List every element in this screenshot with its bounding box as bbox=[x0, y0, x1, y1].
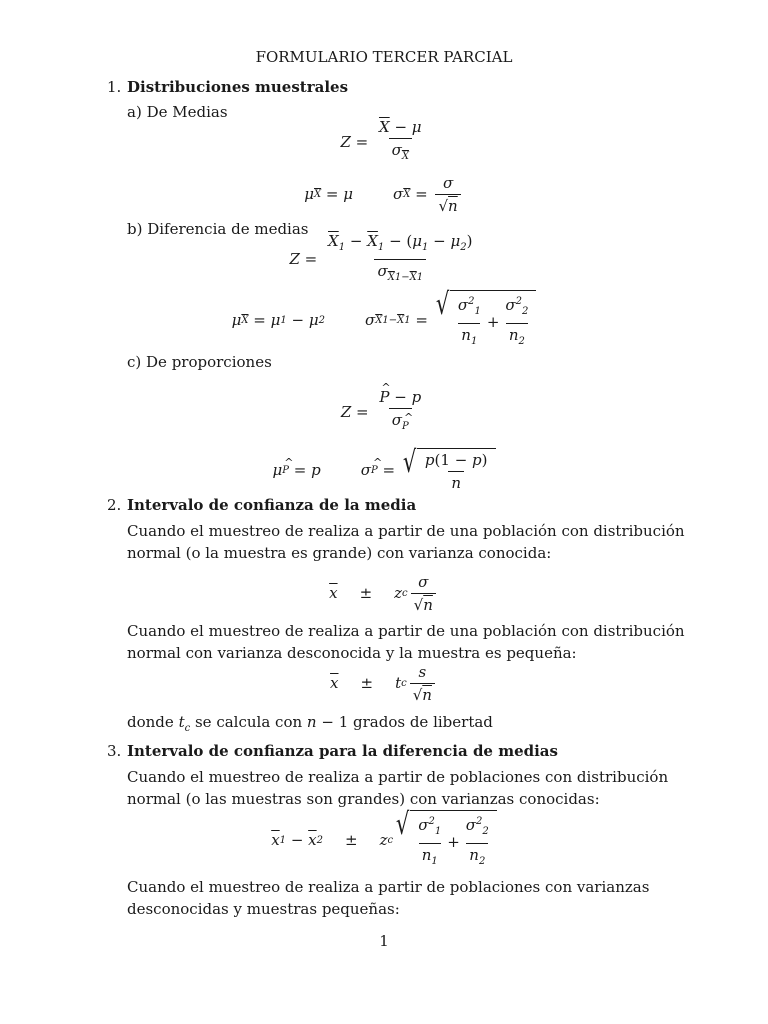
paragraph-degrees-freedom: donde $t_c$ se calcula con n − 1 grados de libertad bbox=[127, 713, 493, 734]
section-title: Intervalo de confianza de la media bbox=[127, 496, 417, 514]
formula-ci-known-var: $\overline{x}$ ± z c $\frac{\sigma}{√n}$ bbox=[127, 570, 641, 616]
formula-z-diff-means: Z = $\frac{\overline{X}_1 - \overline{X}_1 - (\mu_1 - \mu_2)}{\sigma_{\overline{X}1-\overline{X}1}}$ bbox=[127, 234, 641, 284]
paragraph: Cuando el muestreo de realiza a partir de una población con distribución normal (o la muestra es grande) con varianza conocida: bbox=[127, 522, 685, 562]
section-number: 3. bbox=[107, 742, 122, 760]
page-number: 1 bbox=[379, 932, 389, 950]
page-title: FORMULARIO TERCER PARCIAL bbox=[255, 48, 513, 66]
formula-ci-unknown-var: $\overline{x}$ ± t c $\frac{s}{√n}$ bbox=[127, 660, 641, 706]
formula-mean-sd: μ $\overline{X}$ = μ σ $\overline{X}$ = $\frac{\sigma}{√n}$ bbox=[127, 172, 641, 216]
formula-z-proportion: Z = ^ $\frac{P - p}{\sigma\^{} _P}$ bbox=[127, 388, 641, 436]
subsection-c: c) De proporciones bbox=[127, 353, 272, 371]
section-2-heading bbox=[107, 496, 416, 514]
formula-diff-mean-sd: μ $\overline{X}$ = μ 1 − μ 2 σ $\overline{X}1-\overline{X}1$ = √ $\frac{\sigma^2_1}{n_1}$ + $\frac{\sigma^2_2}{n_2}$ bbox=[127, 294, 641, 346]
paragraph: Cuando el muestreo de realiza a partir de poblaciones con varianzas desconocidas y muestras pequeñas: bbox=[127, 878, 650, 918]
formula-ci-diff-means: $\overline{x}$ 1 − $\overline{x}$ 2 ± z c √ $\frac{\sigma^2_1}{n_1}$ + $\frac{\sigma^2_2}{n_2}$ bbox=[127, 814, 641, 866]
section-1-heading bbox=[107, 78, 348, 96]
formula-proportion-sd: μ ^ P = p σ ^ P = √ $\frac{p(1 - p)}{n}$ bbox=[127, 446, 641, 494]
paragraph: Cuando el muestreo de realiza a partir de poblaciones con distribución normal (o las muestras son grandes) con varianzas conocidas: bbox=[127, 768, 669, 808]
section-number: 2. bbox=[107, 496, 122, 514]
section-3-heading bbox=[107, 742, 558, 760]
section-title: Distribuciones muestrales bbox=[127, 78, 349, 96]
paragraph: Cuando el muestreo de realiza a partir de una población con distribución normal con varianza desconocida y la muestra es pequeña: bbox=[127, 622, 685, 662]
subsection-a: a) De Medias bbox=[127, 103, 228, 121]
subsection-b: b) Diferencia de medias bbox=[127, 220, 309, 238]
section-number: 1. bbox=[107, 78, 122, 96]
formula-z-mean: Z = $\frac{\overline{X} - \mu}{\sigma_{\overline{X}}}$ bbox=[127, 118, 641, 166]
section-title: Intervalo de confianza para la diferencia de medias bbox=[127, 742, 558, 760]
